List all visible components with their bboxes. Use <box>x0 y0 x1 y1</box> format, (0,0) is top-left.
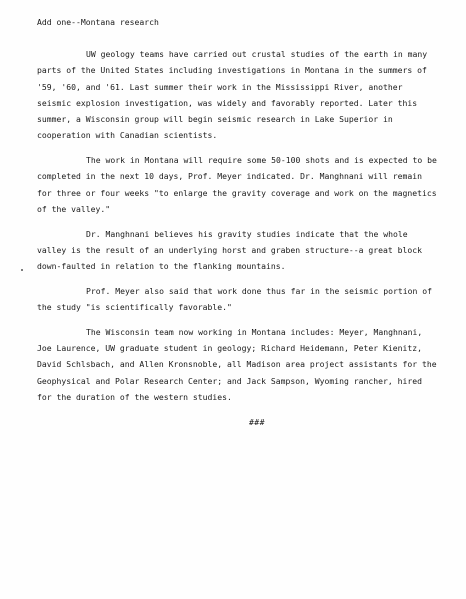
paragraph-gravity-studies: Dr. Manghnani believes his gravity studies indicate that the whole valley is the result of an underlying horst and graben structure--a great block down-faulted in relation to the flanking mountains. <box>37 228 422 272</box>
paragraph-seismic-portion: Prof. Meyer also said that work done thus far in the seismic portion of the study "is scientifically favorable." <box>37 285 432 313</box>
paragraph-montana-work: The work in Montana will require some 50-100 shots and is expected to be completed in the next 10 days, Prof. Meyer indicated. Dr. Manghnani will remain for three or four weeks "to enlarge the gravity coverage and work on the magnetics of the valley." <box>37 155 437 214</box>
paragraph-team-members: The Wisconsin team now working in Montana includes: Meyer, Manghnani, Joe Laurence, UW graduate student in geology; Richard Heidemann, Peter Kienitz, David Schlsbach, and Allen Kronsnoble, all Madison area project assistants for the Geophysical and Polar Research Center; and Jack Sampson, Wyoming rancher, hired for the duration of the western studies. <box>37 327 437 402</box>
end-mark: ### <box>248 416 266 427</box>
document-body <box>37 14 437 439</box>
margin-mark <box>21 269 23 271</box>
page-heading: Add one--Montana research <box>37 17 159 27</box>
paragraph-crustal-studies: UW geology teams have carried out crustal studies of the earth in many parts of the United States including investigations in Montana in the summers of '59, '60, and '61. Last summer their work in the Mississippi River, another seismic explosion investigation, was widely and favorably reported. Later this summer, a Wisconsin group will begin seismic research in Lake Superior in cooperation with Canadian scientists. <box>37 49 428 141</box>
